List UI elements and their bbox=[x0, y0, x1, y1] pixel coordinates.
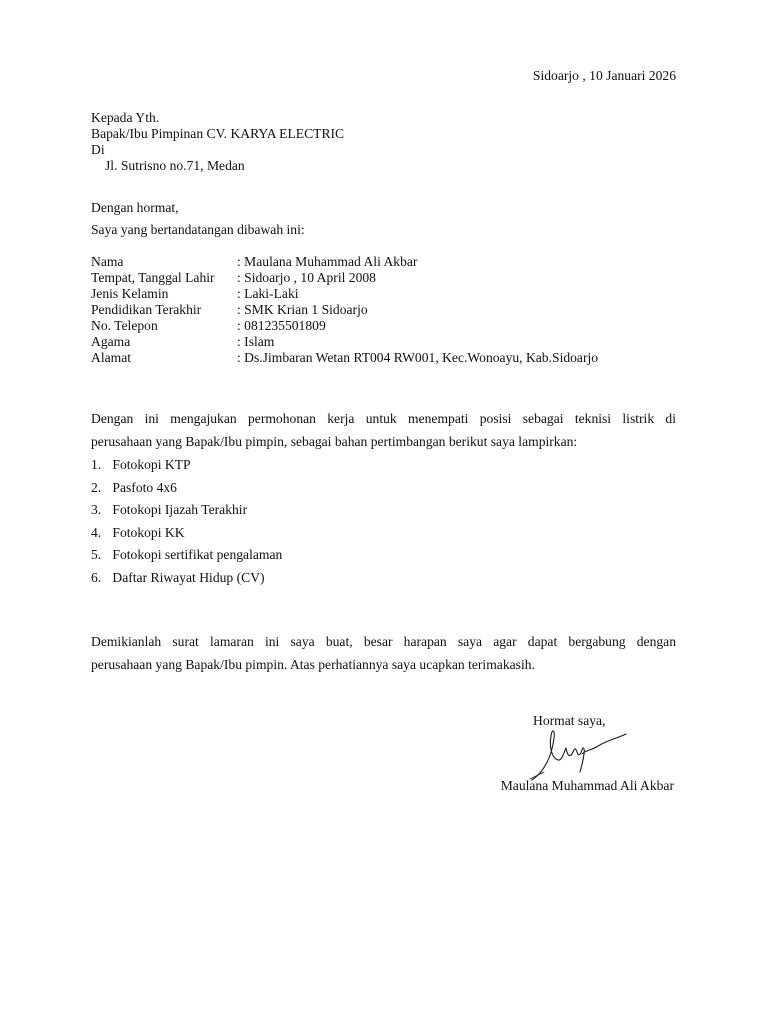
signer-name: Maulana Muhammad Ali Akbar bbox=[500, 778, 674, 793]
identity-key: Pendidikan Terakhir bbox=[91, 302, 202, 317]
list-number: 4. bbox=[91, 524, 102, 540]
identity-table bbox=[91, 254, 598, 366]
list-number: 1. bbox=[91, 457, 102, 472]
attachment-list bbox=[91, 454, 282, 589]
list-item bbox=[91, 454, 282, 477]
identity-key: No. Telepon bbox=[91, 318, 158, 333]
list-number: 5. bbox=[91, 547, 102, 562]
greeting: Dengan hormat, bbox=[91, 200, 179, 215]
list-item bbox=[91, 499, 282, 522]
identity-row bbox=[91, 270, 598, 286]
paragraph-line: perusahaan yang Bapak/Ibu pimpin. Atas perhatiannya saya ucapkan terimakasih. bbox=[91, 657, 535, 672]
list-text: Fotokopi KK bbox=[112, 524, 185, 540]
list-number: 2. bbox=[91, 479, 102, 495]
recipient-salutation: Kepada Yth. bbox=[91, 110, 160, 125]
list-number: 6. bbox=[91, 569, 102, 585]
recipient-address: Jl. Sutrisno no.71, Medan bbox=[105, 158, 245, 173]
paragraph-line: Dengan ini mengajukan permohonan kerja untuk menempati posisi sebagai teknisi listrik di bbox=[91, 411, 676, 426]
paragraph-line: perusahaan yang Bapak/Ibu pimpin, sebagai bahan pertimbangan berikut saya lampirkan: bbox=[91, 434, 578, 449]
list-item bbox=[91, 522, 282, 545]
identity-row bbox=[91, 318, 598, 334]
list-item bbox=[91, 477, 282, 500]
place-date: Sidoarjo , 10 Januari 2026 bbox=[532, 68, 676, 83]
recipient-block bbox=[91, 110, 344, 174]
identity-value: : Ds.Jimbaran Wetan RT004 RW001, Kec.Wonoayu, Kab.Sidoarjo bbox=[237, 350, 599, 365]
identity-row bbox=[91, 334, 598, 350]
signature-image bbox=[522, 724, 632, 782]
identity-value: : SMK Krian 1 Sidoarjo bbox=[237, 302, 368, 317]
closing-salutation: Hormat saya, bbox=[533, 713, 606, 728]
list-text: Daftar Riwayat Hidup (CV) bbox=[112, 569, 265, 585]
identity-key: Jenis Kelamin bbox=[91, 286, 169, 301]
recipient-name: Bapak/Ibu Pimpinan CV. KARYA ELECTRIC bbox=[91, 126, 345, 141]
identity-row bbox=[91, 254, 598, 270]
list-text: Fotokopi Ijazah Terakhir bbox=[112, 502, 248, 517]
recipient-di: Di bbox=[91, 142, 105, 157]
paragraph-line: Demikianlah surat lamaran ini saya buat, besar harapan saya agar dapat bergabung dengan bbox=[91, 634, 676, 649]
list-text: Fotokopi sertifikat pengalaman bbox=[112, 547, 283, 562]
identity-value: : 081235501809 bbox=[237, 318, 326, 333]
list-text: Fotokopi KTP bbox=[112, 457, 191, 472]
list-item bbox=[91, 567, 282, 590]
identity-value: : Islam bbox=[237, 334, 275, 349]
identity-value: : Laki-Laki bbox=[237, 286, 299, 301]
intro-sentence: Saya yang bertandatangan dibawah ini: bbox=[91, 222, 305, 237]
list-number: 3. bbox=[91, 502, 102, 517]
closing-paragraph bbox=[91, 630, 676, 676]
identity-key: Tempat, Tanggal Lahir bbox=[91, 270, 215, 285]
application-paragraph bbox=[91, 407, 676, 453]
identity-key: Nama bbox=[91, 254, 124, 269]
identity-key: Agama bbox=[91, 334, 131, 349]
list-item bbox=[91, 544, 282, 567]
identity-value: : Maulana Muhammad Ali Akbar bbox=[237, 254, 418, 269]
identity-key: Alamat bbox=[91, 350, 132, 365]
identity-row bbox=[91, 286, 598, 302]
identity-value: : Sidoarjo , 10 April 2008 bbox=[237, 270, 376, 285]
identity-row bbox=[91, 350, 598, 366]
list-text: Pasfoto 4x6 bbox=[112, 479, 177, 495]
identity-row bbox=[91, 302, 598, 318]
